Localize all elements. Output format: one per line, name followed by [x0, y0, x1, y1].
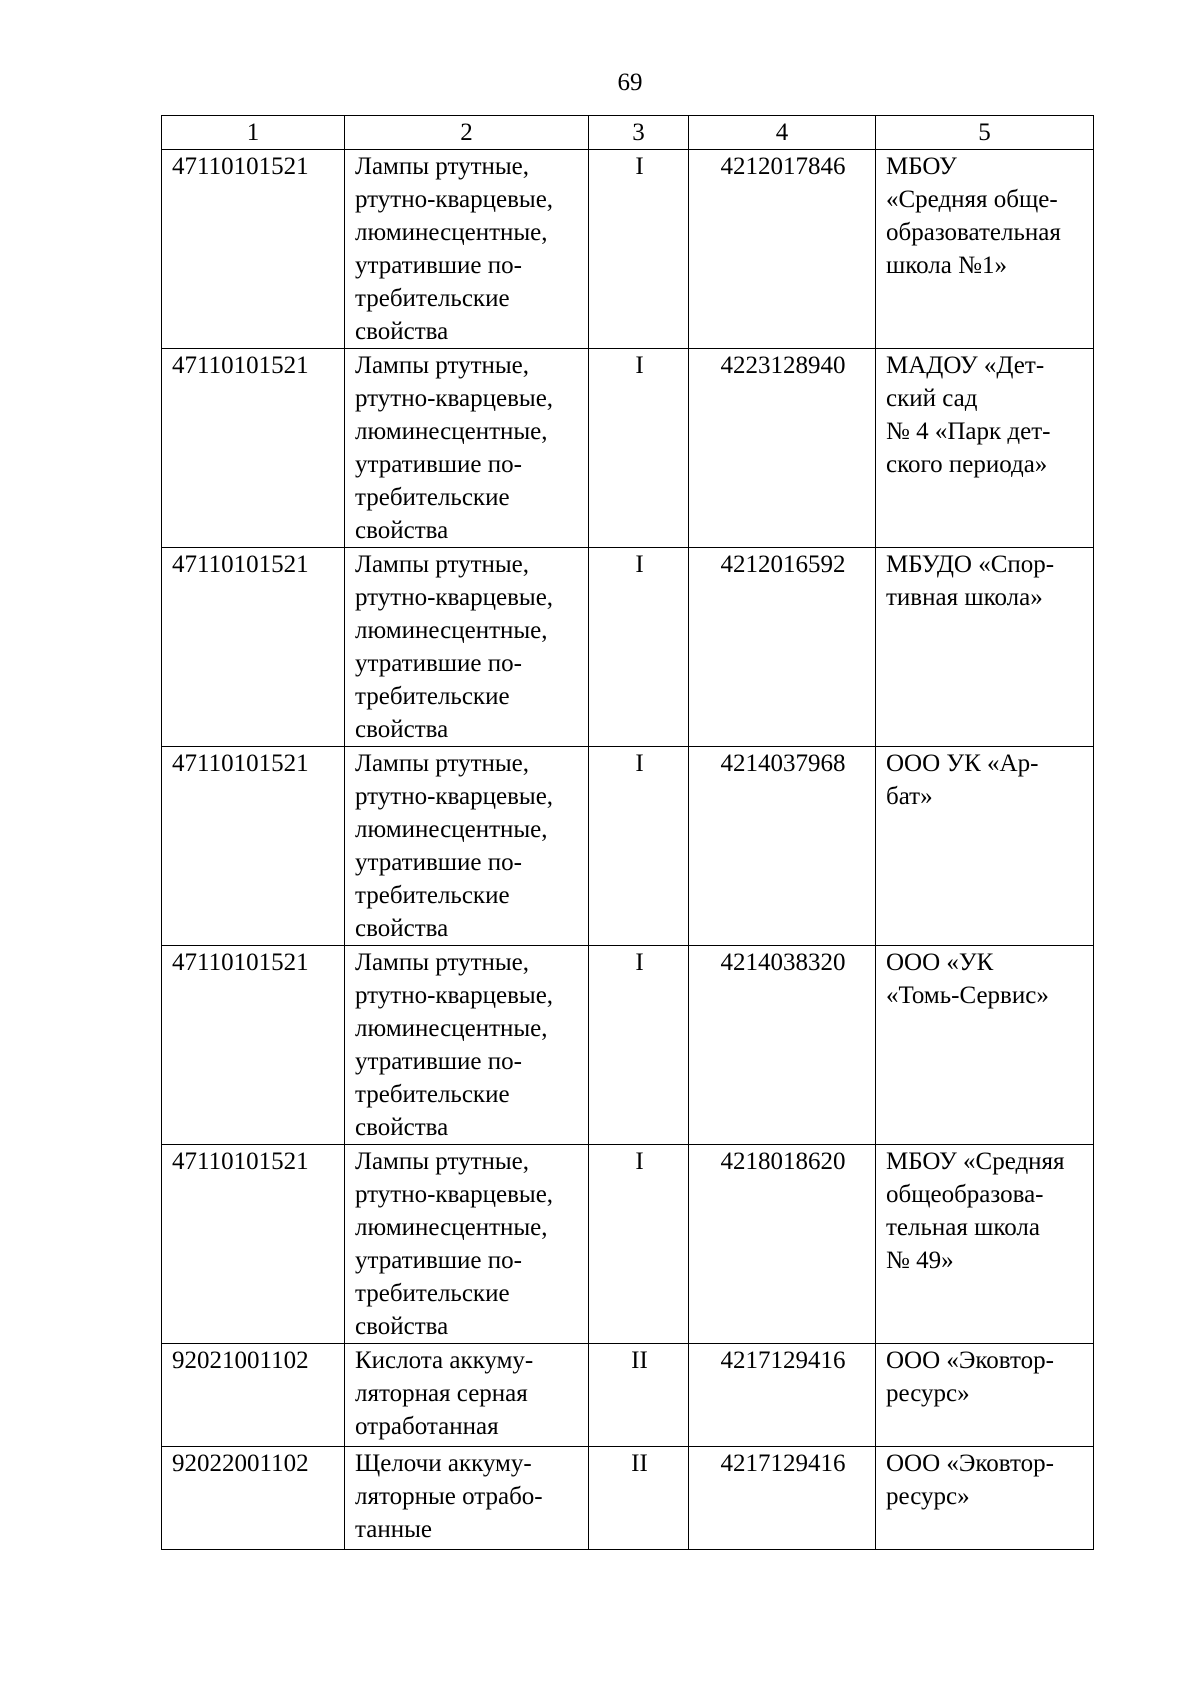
organization-line: ресурс» — [886, 1483, 970, 1510]
organization-line: МБОУ — [886, 153, 957, 180]
organization-line: бат» — [886, 783, 933, 810]
waste-name-cell — [345, 150, 589, 349]
organization-cell — [876, 946, 1094, 1145]
table-row — [162, 747, 1094, 946]
waste-name-cell — [345, 747, 589, 946]
waste-name-line: свойства — [355, 716, 449, 743]
waste-name-line: люминесцентные, — [355, 816, 548, 843]
waste-name-line: свойства — [355, 915, 449, 942]
waste-name-line: ляторные отрабо- — [355, 1483, 543, 1510]
organization-line: МБУДО «Спор- — [886, 551, 1055, 578]
organization-line: образовательная — [886, 219, 1061, 246]
organization-line: ресурс» — [886, 1380, 970, 1407]
waste-code-cell: 92021001102 — [162, 1344, 345, 1447]
organization-line: школа №1» — [886, 252, 1007, 279]
table-body — [162, 150, 1094, 1550]
waste-name-line: Кислота аккуму- — [355, 1347, 534, 1374]
column-header: 2 — [345, 116, 589, 150]
hazard-class-cell: I — [589, 349, 689, 548]
table-row — [162, 349, 1094, 548]
organization-line: МАДОУ «Дет- — [886, 352, 1045, 379]
inn-cell: 4217129416 — [689, 1344, 876, 1447]
table-row — [162, 548, 1094, 747]
column-header: 3 — [589, 116, 689, 150]
waste-name-line: Лампы ртутные, — [355, 750, 530, 777]
waste-name-line: свойства — [355, 1114, 449, 1141]
waste-code-cell: 47110101521 — [162, 349, 345, 548]
waste-name-line: ляторная серная — [355, 1380, 528, 1407]
waste-name-cell — [345, 349, 589, 548]
waste-name-line: ртутно-кварцевые, — [355, 1181, 554, 1208]
waste-code-cell: 47110101521 — [162, 150, 345, 349]
waste-name-line: ртутно-кварцевые, — [355, 584, 554, 611]
waste-name-line: танные — [355, 1516, 432, 1543]
organization-cell — [876, 150, 1094, 349]
table-row — [162, 150, 1094, 349]
organization-line: ООО «Эковтор- — [886, 1450, 1054, 1477]
waste-name-line: утратившие по- — [355, 451, 522, 478]
hazard-class-cell: II — [589, 1344, 689, 1447]
waste-name-line: ртутно-кварцевые, — [355, 982, 554, 1009]
waste-code-cell: 92022001102 — [162, 1447, 345, 1550]
waste-name-line: утратившие по- — [355, 849, 522, 876]
waste-name-cell — [345, 1447, 589, 1550]
organization-cell — [876, 1344, 1094, 1447]
organization-line: ООО УК «Ар- — [886, 750, 1039, 777]
inn-cell: 4217129416 — [689, 1447, 876, 1550]
table-row — [162, 1447, 1094, 1550]
organization-cell — [876, 349, 1094, 548]
waste-code-cell: 47110101521 — [162, 747, 345, 946]
organization-cell — [876, 747, 1094, 946]
waste-name-line: Лампы ртутные, — [355, 551, 530, 578]
waste-name-line: Лампы ртутные, — [355, 352, 530, 379]
waste-name-line: ртутно-кварцевые, — [355, 186, 554, 213]
waste-name-line: Лампы ртутные, — [355, 1148, 530, 1175]
waste-name-line: утратившие по- — [355, 1247, 522, 1274]
hazard-class-cell: I — [589, 946, 689, 1145]
organization-line: тивная школа» — [886, 584, 1043, 611]
waste-name-line: требительские — [355, 484, 510, 511]
organization-cell — [876, 548, 1094, 747]
waste-name-line: требительские — [355, 285, 510, 312]
organization-cell — [876, 1447, 1094, 1550]
waste-code-cell: 47110101521 — [162, 1145, 345, 1344]
page-number: 69 — [617, 69, 643, 96]
hazard-class-cell: I — [589, 747, 689, 946]
waste-name-line: требительские — [355, 882, 510, 909]
waste-name-line: Лампы ртутные, — [355, 153, 530, 180]
waste-name-line: Щелочи аккуму- — [355, 1450, 532, 1477]
organization-line: тельная школа — [886, 1214, 1040, 1241]
organization-line: № 49» — [886, 1247, 954, 1274]
waste-name-line: свойства — [355, 318, 449, 345]
organization-line: ский сад — [886, 385, 978, 412]
table-row — [162, 946, 1094, 1145]
waste-name-line: требительские — [355, 1280, 510, 1307]
waste-name-line: ртутно-кварцевые, — [355, 783, 554, 810]
organization-line: МБОУ «Средняя — [886, 1148, 1065, 1175]
hazard-class-cell: II — [589, 1447, 689, 1550]
column-header: 4 — [689, 116, 876, 150]
waste-name-line: люминесцентные, — [355, 418, 548, 445]
column-header: 1 — [162, 116, 345, 150]
organization-line: общеобразова- — [886, 1181, 1044, 1208]
organization-line: ского периода» — [886, 451, 1048, 478]
waste-name-cell — [345, 548, 589, 747]
inn-cell: 4214038320 — [689, 946, 876, 1145]
waste-name-cell — [345, 1344, 589, 1447]
inn-cell: 4214037968 — [689, 747, 876, 946]
organization-line: «Томь-Сервис» — [886, 982, 1049, 1009]
waste-name-line: требительские — [355, 1081, 510, 1108]
waste-name-line: утратившие по- — [355, 650, 522, 677]
waste-name-line: требительские — [355, 683, 510, 710]
waste-name-line: люминесцентные, — [355, 1015, 548, 1042]
waste-name-line: утратившие по- — [355, 1048, 522, 1075]
waste-name-line: свойства — [355, 1313, 449, 1340]
header-row — [162, 116, 1094, 150]
organization-line: «Средняя обще- — [886, 186, 1058, 213]
waste-table — [161, 115, 1094, 1550]
hazard-class-cell: I — [589, 150, 689, 349]
waste-name-line: утратившие по- — [355, 252, 522, 279]
waste-name-line: свойства — [355, 517, 449, 544]
waste-name-line: люминесцентные, — [355, 219, 548, 246]
waste-code-cell: 47110101521 — [162, 946, 345, 1145]
inn-cell: 4218018620 — [689, 1145, 876, 1344]
waste-code-cell: 47110101521 — [162, 548, 345, 747]
organization-line: № 4 «Парк дет- — [886, 418, 1051, 445]
waste-name-line: люминесцентные, — [355, 617, 548, 644]
waste-name-line: отработанная — [355, 1413, 499, 1440]
waste-name-cell — [345, 946, 589, 1145]
column-header: 5 — [876, 116, 1094, 150]
organization-line: ООО «УК — [886, 949, 994, 976]
hazard-class-cell: I — [589, 1145, 689, 1344]
table-row — [162, 1344, 1094, 1447]
waste-name-line: Лампы ртутные, — [355, 949, 530, 976]
waste-name-cell — [345, 1145, 589, 1344]
organization-cell — [876, 1145, 1094, 1344]
hazard-class-cell: I — [589, 548, 689, 747]
waste-name-line: люминесцентные, — [355, 1214, 548, 1241]
waste-name-line: ртутно-кварцевые, — [355, 385, 554, 412]
inn-cell: 4223128940 — [689, 349, 876, 548]
organization-line: ООО «Эковтор- — [886, 1347, 1054, 1374]
table-row — [162, 1145, 1094, 1344]
inn-cell: 4212016592 — [689, 548, 876, 747]
inn-cell: 4212017846 — [689, 150, 876, 349]
